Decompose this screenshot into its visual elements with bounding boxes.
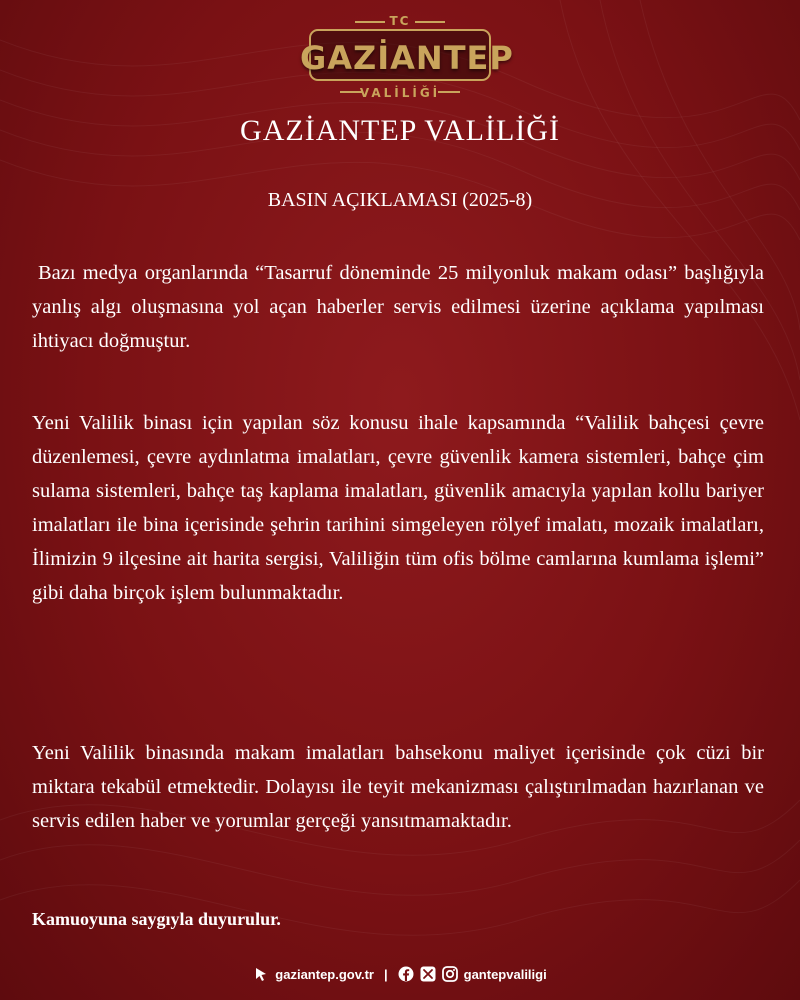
instagram-icon[interactable]	[442, 966, 458, 982]
document-title: BASIN AÇIKLAMASI (2025-8)	[267, 189, 533, 211]
paragraph-3: Yeni Valilik binasında makam imalatları bahsekonu maliyet içerisinde çok cüzi bir miktara tekabül etmektedir. Dolayısı ile teyit mekanizması çalıştırılmadan hazırlanan ve servis edilen haber ve yorumlar gerçeği yansıtmamaktadır.	[32, 742, 764, 832]
cursor-icon	[253, 966, 269, 982]
logo-name: GAZİANTEP	[300, 39, 514, 77]
footer-separator: |	[384, 966, 388, 982]
footer	[0, 966, 800, 982]
logo-tc: TC	[389, 14, 411, 28]
x-icon[interactable]	[420, 966, 436, 982]
website-link[interactable]: gaziantep.gov.tr	[275, 966, 374, 982]
paragraph-1: Bazı medya organlarında “Tasarruf döneminde 25 milyonluk makam odası” başlığıyla yanlış algı oluşmasına yol açan haberler servis edilmesi üzerine açıklama yapılması ihtiyacı doğmuştur.	[32, 262, 764, 352]
logo-sub: VALİLİĞİ	[359, 86, 441, 100]
closing-statement: Kamuoyuna saygıyla duyurulur.	[32, 909, 281, 929]
social-handle[interactable]: gantepvaliligi	[463, 966, 547, 982]
governorship-logo	[300, 12, 514, 102]
paragraph-2: Yeni Valilik binası için yapılan söz konusu ihale kapsamında “Valilik bahçesi çevre düzenlemesi, çevre aydınlatma imalatları, çevre güvenlik kamera sistemleri, bahçe çim sulama sistemleri, bahçe taş kaplama imalatları, güvenlik amacıyla yapılan kollu bariyer imalatları ile bina içerisinde şehrin tarihini simgeleyen rölyef imalatı, mozaik imalatları, İlimizin 9 ilçesine ait harita sergisi, Valiliğin tüm ofis bölme camlarına kumlama işlemi” gibi daha birçok işlem bulunmaktadır.	[32, 412, 764, 604]
facebook-icon[interactable]	[398, 966, 414, 982]
organization-title: GAZİANTEP VALİLİĞİ	[240, 114, 560, 147]
